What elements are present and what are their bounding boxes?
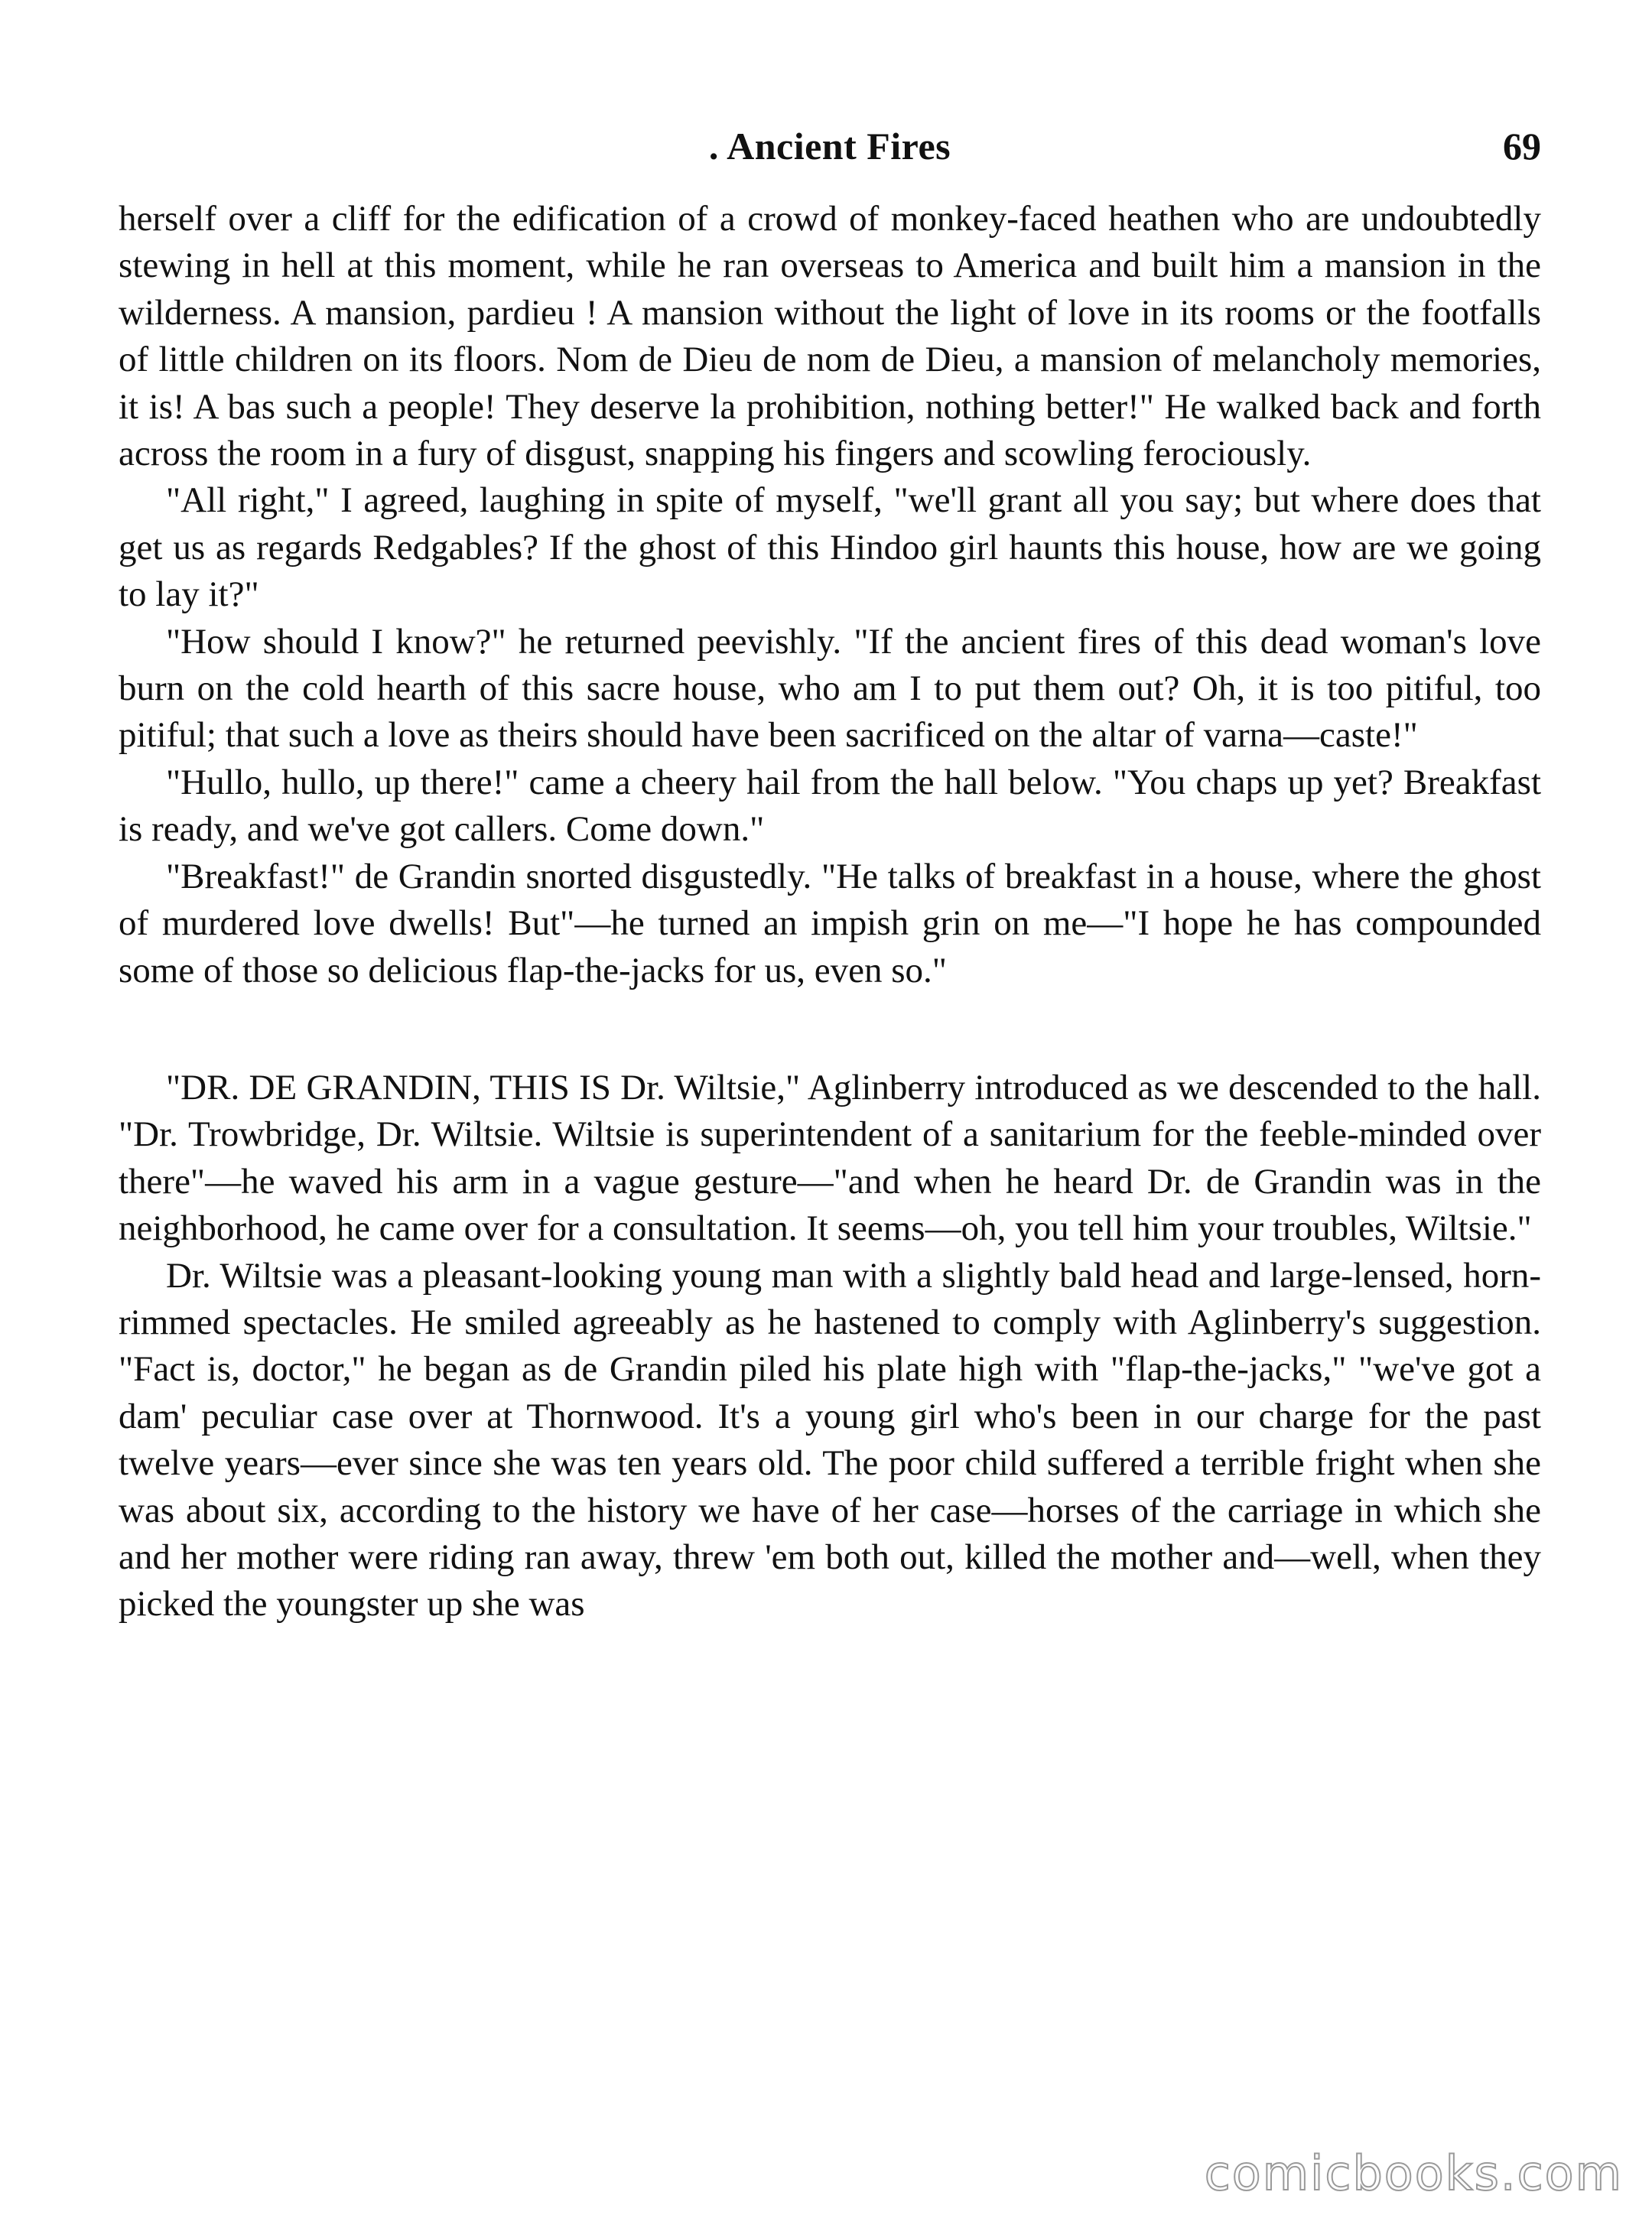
paragraph: Dr. Wiltsie was a pleasant-looking young man with a slightly bald head and large-lensed, horn-rimmed spectacles. He smiled agreeably as he hastened to comply with Aglinberry's suggestion. "Fact is, doctor," he began as de Grandin piled his plate high with "flap-the-jacks," "we've got a dam' peculiar case over at Thornwood. It's a young girl who's been in our charge for the past twelve years—ever since she was ten years old. The poor child suffered a terrible fright when she was about six, according to the history we have of her case—horses of the carriage in which she and her mother were riding ran away, threw 'em both out, killed the mother and—well, when they picked the youngster up she was [119,1255,1541,1624]
paragraph-continued: herself over a cliff for the edification of a crowd of monkey-faced heathen who are undoubtedly stewing in hell at this moment, while he ran overseas to America and built him a mansion in the wilderness. A mansion, pardieu ! A mansion without the light of love in its rooms or the footfalls of little children on its floors. Nom de Dieu de nom de Dieu, a mansion of melancholy memories, it is! A bas such a people! They deserve la prohibition, nothing better!" He walked back and forth across the room in a fury of disgust, snapping his fingers and scowling ferociously. [119,199,1541,474]
paragraph: "Breakfast!" de Grandin snorted disgustedly. "He talks of breakfast in a house, where the ghost of murdered love dwells! But"—he turned an impish grin on me—"I hope he has compounded some of those so delicious flap-the-jacks for us, even so." [119,856,1541,990]
paragraph-section-start: "DR. DE GRANDIN, THIS IS Dr. Wiltsie," Aglinberry introduced as we descended to the hall. "Dr. Trowbridge, Dr. Wiltsie. Wiltsie is superintendent of a sanitarium for the feeble-minded over there"—he waved his arm in a vague gesture—"and when he heard Dr. de Grandin was in the neighborhood, he came over for a consultation. It seems—oh, you tell him your troubles, Wiltsie." [119,1067,1541,1249]
paragraph: "Hullo, hullo, up there!" came a cheery hail from the hall below. "You chaps up yet? Breakfast is ready, and we've got callers. Come down." [119,762,1541,850]
page-number: 69 [1503,125,1541,167]
running-title: . Ancient Fires [708,125,951,167]
paragraph: "All right," I agreed, laughing in spite of myself, "we'll grant all you say; but where does that get us as regards Redgables? If the ghost of this Hindoo girl haunts this house, how are we going to lay it?" [119,480,1541,615]
watermark: comicbooks.com [1204,2145,1623,2201]
page-header [119,124,1541,177]
section-break [119,994,1541,1065]
paragraph: "How should I know?" he returned peevishly. "If the ancient fires of this dead woman's love burn on the cold hearth of this sacre house, who am I to put them out? Oh, it is too pitiful, too pitiful; that such a love as theirs should have been sacrificed on the altar of varna—caste!" [119,621,1541,756]
body-text [119,196,1541,1628]
